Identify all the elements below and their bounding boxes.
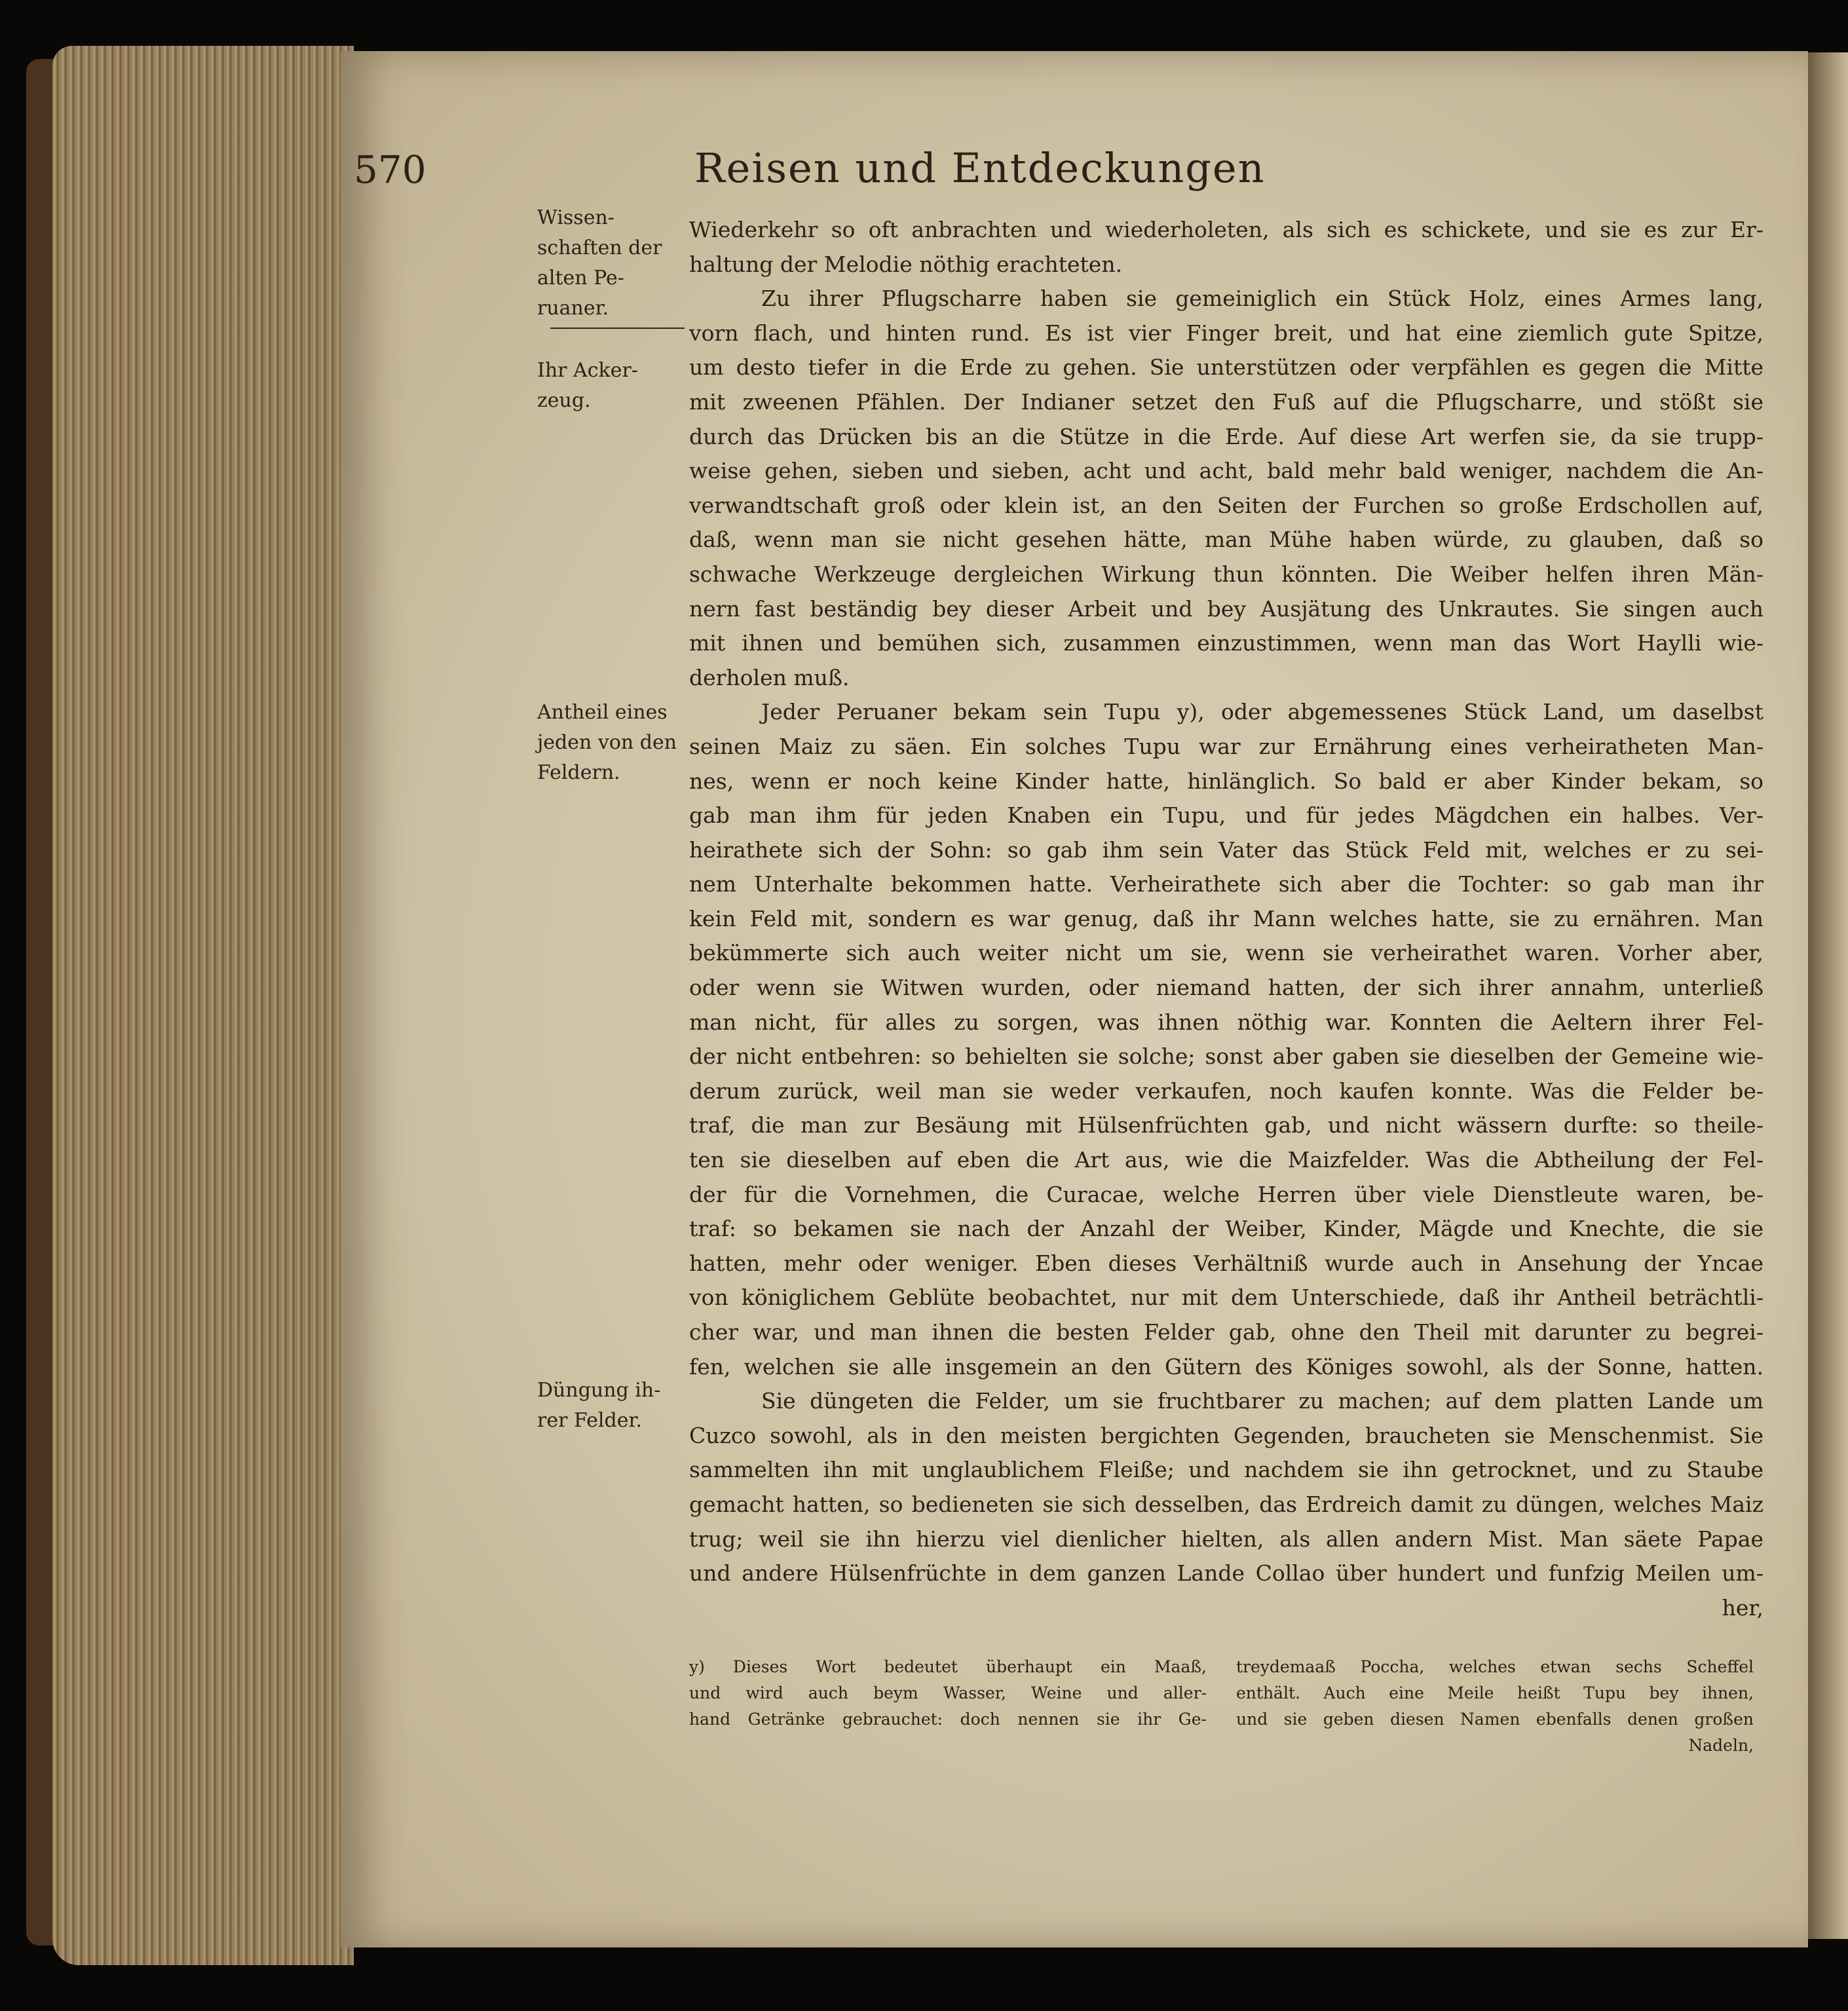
footnote-column-right	[1236, 1654, 1754, 1759]
text-line: seinen Maiz zu säen. Ein solches Tupu war zur Ernährung eines verheiratheten Man-	[689, 733, 1763, 759]
text-line: mit zweenen Pfählen. Der Indianer setzet den Fuß auf die Pflugscharre, und stößt sie	[689, 388, 1763, 415]
text-line: fen, welchen sie alle insgemein an den Gütern des Königes sowohl, als der Sonne, hatten.	[689, 1353, 1763, 1380]
text-line: nes, wenn er noch keine Kinder hatte, hinlänglich. So bald er aber Kinder bekam, so	[689, 768, 1763, 794]
margin-note-duengung	[537, 1376, 660, 1436]
margin-note-line: Düngung ih-	[537, 1379, 661, 1402]
text-line: mit ihnen und bemühen sich, zusammen einzustimmen, wenn man das Wort Haylli wie-	[689, 630, 1763, 656]
text-line: Jeder Peruaner bekam sein Tupu y), oder abgemessenes Stück Land, um daselbst	[761, 699, 1763, 725]
text-line: weise gehen, sieben und sieben, acht und acht, bald mehr bald weniger, nachdem die An-	[689, 458, 1763, 484]
text-line: derum zurück, weil man sie weder verkaufen, noch kaufen konnte. Was die Felder be-	[689, 1078, 1763, 1104]
catchword: her,	[1722, 1594, 1763, 1621]
text-line: durch das Drücken bis an die Stütze in die Erde. Auf diese Art werfen sie, da sie trupp-	[689, 423, 1763, 449]
margin-note-line: Ihr Acker-	[537, 359, 638, 382]
facing-page-edge	[1808, 52, 1848, 1939]
text-line: Zu ihrer Pflugscharre haben sie gemeiniglich ein Stück Holz, eines Armes lang,	[761, 286, 1763, 312]
margin-note-antheil	[537, 698, 677, 788]
margin-note-wissenschaften	[537, 203, 662, 324]
footnote-line: und wird auch beym Wasser, Weine und aller-	[689, 1683, 1207, 1702]
text-line: gab man ihm für jeden Knaben ein Tupu, und für jedes Mägdchen ein halbes. Ver-	[689, 802, 1763, 829]
text-line: der nicht entbehren: so behielten sie solche; sonst aber gaben sie dieselben der Gemeine wie-	[689, 1043, 1763, 1070]
text-line: derholen muß.	[689, 664, 850, 690]
margin-note-ackerzeug	[537, 356, 638, 416]
margin-note-line: jeden von den	[537, 731, 677, 754]
text-line: daß, wenn man sie nicht gesehen hätte, man Mühe haben würde, zu glauben, daß so	[689, 527, 1763, 553]
margin-note-line: Wissen-	[537, 206, 614, 229]
text-line: gemacht hatten, so bedieneten sie sich desselben, das Erdreich damit zu düngen, welches Maiz	[689, 1491, 1763, 1517]
margin-note-line: ruaner.	[537, 297, 609, 320]
page-edges	[52, 46, 354, 1965]
text-line: Sie düngeten die Felder, um sie fruchtbarer zu machen; auf dem platten Lande um	[761, 1388, 1763, 1414]
text-line: oder wenn sie Witwen wurden, oder niemand hatten, der sich ihrer annahm, unterließ	[689, 975, 1763, 1001]
page-number: 570	[354, 147, 426, 192]
margin-note-line: rer Felder.	[537, 1409, 643, 1432]
text-line: cher war, und man ihnen die besten Felder gab, ohne den Theil mit darunter zu begrei-	[689, 1319, 1763, 1345]
text-line: traf, die man zur Besäung mit Hülsenfrüchten gab, und nicht wässern durfte: so theile-	[689, 1112, 1763, 1138]
text-line: traf: so bekamen sie nach der Anzahl der Weiber, Kinder, Mägde und Knechte, die sie	[689, 1216, 1763, 1242]
text-line: von königlichem Geblüte beobachtet, nur mit dem Unterschiede, daß ihr Antheil beträchtli-	[689, 1285, 1763, 1311]
text-line: vorn flach, und hinten rund. Es ist vier Finger breit, und hat eine ziemlich gute Spitze,	[689, 320, 1763, 346]
text-line: Cuzco sowohl, als in den meisten bergichten Gegenden, braucheten sie Menschenmist. Sie	[689, 1422, 1763, 1448]
text-line: ten sie dieselben auf eben die Art aus, wie die Maizfelder. Was die Abtheilung der Fel-	[689, 1147, 1763, 1173]
margin-note-line: schaften der	[537, 236, 662, 259]
text-line: sammelten ihn mit unglaublichem Fleiße; und nachdem sie ihn getrocknet, und zu Staube	[689, 1457, 1763, 1483]
footnote-line: treydemaaß Poccha, welches etwan sechs Scheffel	[1236, 1657, 1754, 1676]
text-line: um desto tiefer in die Erde zu gehen. Sie unterstützen oder verpfählen es gegen die Mitte	[689, 354, 1763, 381]
body-text	[689, 213, 1763, 1625]
text-line: hatten, mehr oder weniger. Eben dieses Verhältniß wurde auch in Ansehung der Yncae	[689, 1250, 1763, 1276]
margin-note-line: Antheil eines	[537, 701, 668, 724]
text-line: haltung der Melodie nöthig erachteten.	[689, 251, 1123, 277]
text-line: trug; weil sie ihn hierzu viel dienlicher hielten, als allen andern Mist. Man säete Papae	[689, 1526, 1763, 1552]
text-line: nem Unterhalte bekommen hatte. Verheirathete sich aber die Tochter: so gab man ihr	[689, 871, 1763, 897]
footnote-catchword: Nadeln,	[1688, 1736, 1754, 1755]
text-line: der für die Vornehmen, die Curacae, welche Herren über viele Dienstleute waren, be-	[689, 1181, 1763, 1207]
margin-note-line: alten Pe-	[537, 267, 624, 290]
footnote-line: hand Getränke gebrauchet: doch nennen sie ihr Ge-	[689, 1710, 1207, 1729]
text-line: heirathete sich der Sohn: so gab ihm sein Vater das Stück Feld mit, welches er zu sei-	[689, 836, 1763, 863]
text-line: und andere Hülsenfrüchte in dem ganzen Lande Collao über hundert und funfzig Meilen um-	[689, 1560, 1763, 1587]
text-line: Wiederkehr so oft anbrachten und wiederholeten, als sich es schickete, und sie es zur Er-	[689, 217, 1763, 242]
text-line: kein Feld mit, sondern es war genug, daß ihr Mann welches hatte, sie zu ernähren. Man	[689, 905, 1763, 931]
text-line: nern fast beständig bey dieser Arbeit und bey Ausjätung des Unkrautes. Sie singen auch	[689, 595, 1763, 622]
margin-note-line: zeug.	[537, 389, 591, 412]
running-title: Reisen und Entdeckungen	[694, 144, 1266, 192]
text-line: man nicht, für alles zu sorgen, was ihnen nöthig war. Konnten die Aeltern ihrer Fel-	[689, 1009, 1763, 1035]
text-line: verwandtschaft groß oder klein ist, an den Seiten der Furchen so große Erdschollen auf,	[689, 492, 1763, 518]
footnote-column-left	[689, 1654, 1207, 1733]
footnote-line: und sie geben diesen Namen ebenfalls denen großen	[1236, 1710, 1754, 1729]
margin-divider	[550, 328, 685, 329]
text-line: bekümmerte sich auch weiter nicht um sie, wenn sie verheirathet waren. Vorher aber,	[689, 940, 1763, 966]
margin-note-line: Feldern.	[537, 761, 620, 784]
footnote-line: enthält. Auch eine Meile heißt Tupu bey ihnen,	[1236, 1683, 1754, 1702]
text-line: schwache Werkzeuge dergleichen Wirkung thun könnten. Die Weiber helfen ihren Män-	[689, 561, 1763, 587]
footnote-line: y) Dieses Wort bedeutet überhaupt ein Maaß,	[689, 1657, 1207, 1676]
